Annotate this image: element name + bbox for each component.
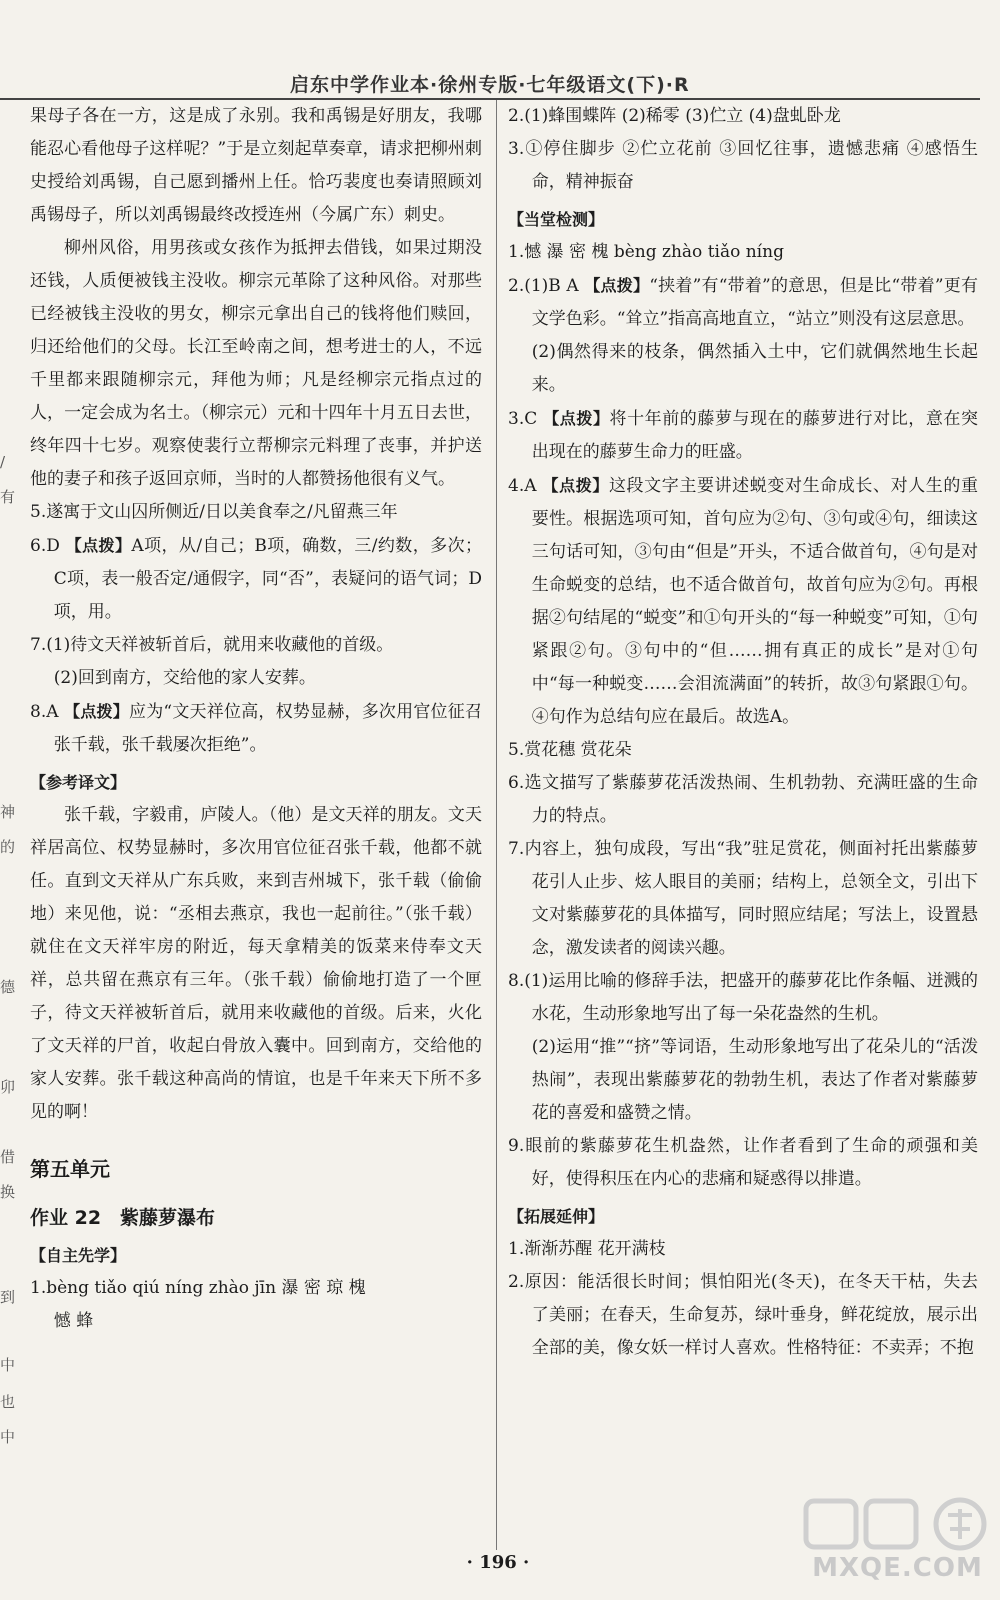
margin-glyph: 神 — [0, 803, 16, 821]
answer-choice: 6.D — [30, 536, 66, 556]
translation-paragraph: 柳州风俗，用男孩或女孩作为抵押去借钱，如果过期没还钱，人质便被钱主没收。柳宗元革除了这种风俗。对那些已经被钱主没收的男女，柳宗元拿出自己的钱将他们赎回，归还给他们的父母。长江至岭南之间，想考进士的人，不远千里都来跟随柳宗元，拜他为师；凡是经柳宗元指点过的人，一定会成为名士。（柳宗元）元和十四年十月五日去世，终年四十七岁。观察使裴行立帮柳宗元料理了丧事，并护送他的妻子和孩子返回京师，当时的人都赞扬他很有义气。 — [30, 238, 482, 489]
answer-explanation: 这段文字主要讲述蜕变对生命成长、对人生的重要性。根据选项可知，首句应为②句、③句或④句，细读这三句话可知，③句由“但是”开头，不适合做首句，④句是对生命蜕变的总结，也不适合做首句，故首句应为②句。再根据②句结尾的“蜕变”和①句开头的“每一种蜕变”可知，①句紧跟②句。③句中的“但……拥有真正的成长”是对①句中“每一种蜕变……会泪流满面”的转折，故③句紧跟①句。④句作为总结句应在最后。故选A。 — [531, 476, 978, 727]
watermark — [800, 1495, 995, 1595]
margin-glyph: 有 — [0, 488, 16, 506]
answer-item: 3.①停住脚步 ②伫立花前 ③回忆往事，遗憾悲痛 ④感悟生命，精神振奋 — [508, 139, 978, 192]
homework-title: 作业 22 紫藤萝瀑布 — [30, 1207, 216, 1229]
answer-choice: 3.C — [508, 409, 544, 429]
answer-choice: 8.A — [30, 702, 65, 722]
answer-choice: 4.A — [508, 476, 543, 496]
answer-item: 5.遂寓于文山囚所侧近/日以美食奉之/凡留燕三年 — [30, 502, 398, 522]
margin-glyph: 到 — [0, 1288, 16, 1306]
watermark-logo-icon — [800, 1495, 995, 1553]
answer-item: 8.(1)运用比喻的修辞手法，把盛开的藤萝花比作条幅、迸溅的水花，生动形象地写出了每一朵花盎然的生机。 — [508, 971, 978, 1024]
answer-item: 5.赏花穗 赏花朵 — [508, 740, 632, 760]
section-heading-self-study: 【自主先学】 — [30, 1246, 127, 1265]
answer-item: (2)回到南方，交给他的家人安葬。 — [53, 668, 316, 688]
answer-item: 1.渐渐苏醒 花开满枝 — [508, 1239, 666, 1259]
margin-glyph: 换 — [0, 1183, 16, 1201]
answer-item — [508, 269, 978, 336]
answer-item — [30, 695, 482, 762]
left-column — [30, 100, 482, 1338]
answer-item: 憾 蜂 — [53, 1311, 94, 1331]
column-divider — [496, 100, 497, 1550]
page-number: · 196 · — [466, 1552, 530, 1573]
margin-glyph: 中 — [0, 1356, 16, 1374]
running-header: 启东中学作业本·徐州专版·七年级语文(下)·R — [290, 74, 690, 96]
answer-item: 7.内容上，独句成段，写出“我”驻足赏花，侧面衬托出紫藤萝花引人止步、炫人眼目的美丽；结构上，总领全文，引出下文对紫藤萝花的具体描写，同时照应结尾；写法上，设置悬念，激发读者的阅读兴趣。 — [508, 839, 978, 958]
left-margin-fragments — [0, 100, 16, 1550]
tip-label: 【点拨】 — [64, 702, 129, 721]
answer-item — [30, 529, 482, 629]
watermark-text: MXQE.COM — [812, 1553, 983, 1583]
tip-label: 【点拨】 — [65, 536, 132, 555]
answer-item: 2.原因：能活很长时间；惧怕阳光(冬天)，在冬天干枯，失去了美丽；在春天，生命复苏，绿叶垂身，鲜花绽放，展示出全部的美，像女妖一样讨人喜欢。性格特征：不卖弄；不抱 — [508, 1272, 978, 1358]
answer-item: 2.(1)蜂围蝶阵 (2)稀零 (3)伫立 (4)盘虬卧龙 — [508, 106, 841, 126]
margin-glyph: 借 — [0, 1148, 16, 1166]
answer-item: 7.(1)待文天祥被斩首后，就用来收藏他的首级。 — [30, 635, 394, 655]
section-heading-class-test: 【当堂检测】 — [508, 210, 605, 229]
tip-label: 【点拨】 — [543, 409, 610, 428]
right-column — [508, 100, 978, 1365]
tip-label: 【点拨】 — [542, 476, 609, 495]
answer-explanation: “挟着”有“带着”的意思，但是比“带着”更有文学色彩。“耸立”指高高地直立，“站立”则没有这层意思。 — [531, 276, 978, 329]
answer-item: (2)运用“推”“挤”等词语，生动形象地写出了花朵儿的“活泼热闹”，表现出紫藤萝花的勃勃生机，表达了作者对紫藤萝花的喜爱和盛赞之情。 — [531, 1037, 978, 1123]
answer-item — [508, 402, 978, 469]
margin-glyph: 中 — [0, 1428, 16, 1446]
answer-explanation: A项，从/自己；B项，确数，三/约数，多次；C项，表一般否定/通假字，同“否”，表疑问的语气词；D项，用。 — [53, 536, 482, 622]
section-heading-extension: 【拓展延伸】 — [508, 1207, 605, 1226]
answer-item: 1.憾 瀑 密 槐 bèng zhào tiǎo níng — [508, 242, 784, 262]
section-heading-reference: 【参考译文】 — [30, 773, 127, 792]
margin-glyph: 卯 — [0, 1078, 16, 1096]
answer-item: 6.选文描写了紫藤萝花活泼热闹、生机勃勃、充满旺盛的生命力的特点。 — [508, 773, 978, 826]
unit-title: 第五单元 — [30, 1157, 110, 1181]
reference-translation: 张千载，字毅甫，庐陵人。（他）是文天祥的朋友。文天祥居高位、权势显赫时，多次用官位征召张千载，他都不就任。直到文天祥从广东兵败，来到吉州城下，张千载（偷偷地）来见他，说：“丞相去燕京，我也一起前往。”（张千载）就住在文天祥牢房的附近，每天拿精美的饭菜来侍奉文天祥，总共留在燕京有三年。（张千载）偷偷地打造了一个匣子，待文天祥被斩首后，就用来收藏他的首级。后来，火化了文天祥的尸首，收起白骨放入囊中。回到南方，交给他的家人安葬。张千载这种高尚的情谊，也是千年来天下所不多见的啊！ — [30, 805, 482, 1122]
answer-item — [508, 469, 978, 734]
answer-item: 9.眼前的紫藤萝花生机盎然，让作者看到了生命的顽强和美好，使得积压在内心的悲痛和疑惑得以排遣。 — [508, 1136, 978, 1189]
margin-glyph: / — [0, 453, 6, 471]
answer-choice: 2.(1)B A — [508, 276, 585, 296]
tip-label: 【点拨】 — [584, 276, 650, 295]
answer-item: 1.bèng tiǎo qiú níng zhào jīn 瀑 密 琼 槐 — [30, 1278, 366, 1298]
answer-explanation: 将十年前的藤萝与现在的藤萝进行对比，意在突出现在的藤萝生命力的旺盛。 — [531, 409, 978, 462]
margin-glyph: 的 — [0, 838, 16, 856]
translation-paragraph: 果母子各在一方，这是成了永别。我和禹锡是好朋友，我哪能忍心看他母子这样呢？”于是立刻起草奏章，请求把柳州刺史授给刘禹锡，自己愿到播州上任。恰巧裴度也奏请照顾刘禹锡母子，所以刘禹锡最终改授连州（今属广东）刺史。 — [30, 106, 482, 225]
margin-glyph: 德 — [0, 978, 16, 996]
answer-explanation: 应为“文天祥位高，权势显赫，多次用官位征召张千载，张千载屡次拒绝”。 — [53, 702, 482, 755]
answer-item: (2)偶然得来的枝条，偶然插入土中，它们就偶然地生长起来。 — [531, 342, 978, 395]
margin-glyph: 也 — [0, 1393, 16, 1411]
